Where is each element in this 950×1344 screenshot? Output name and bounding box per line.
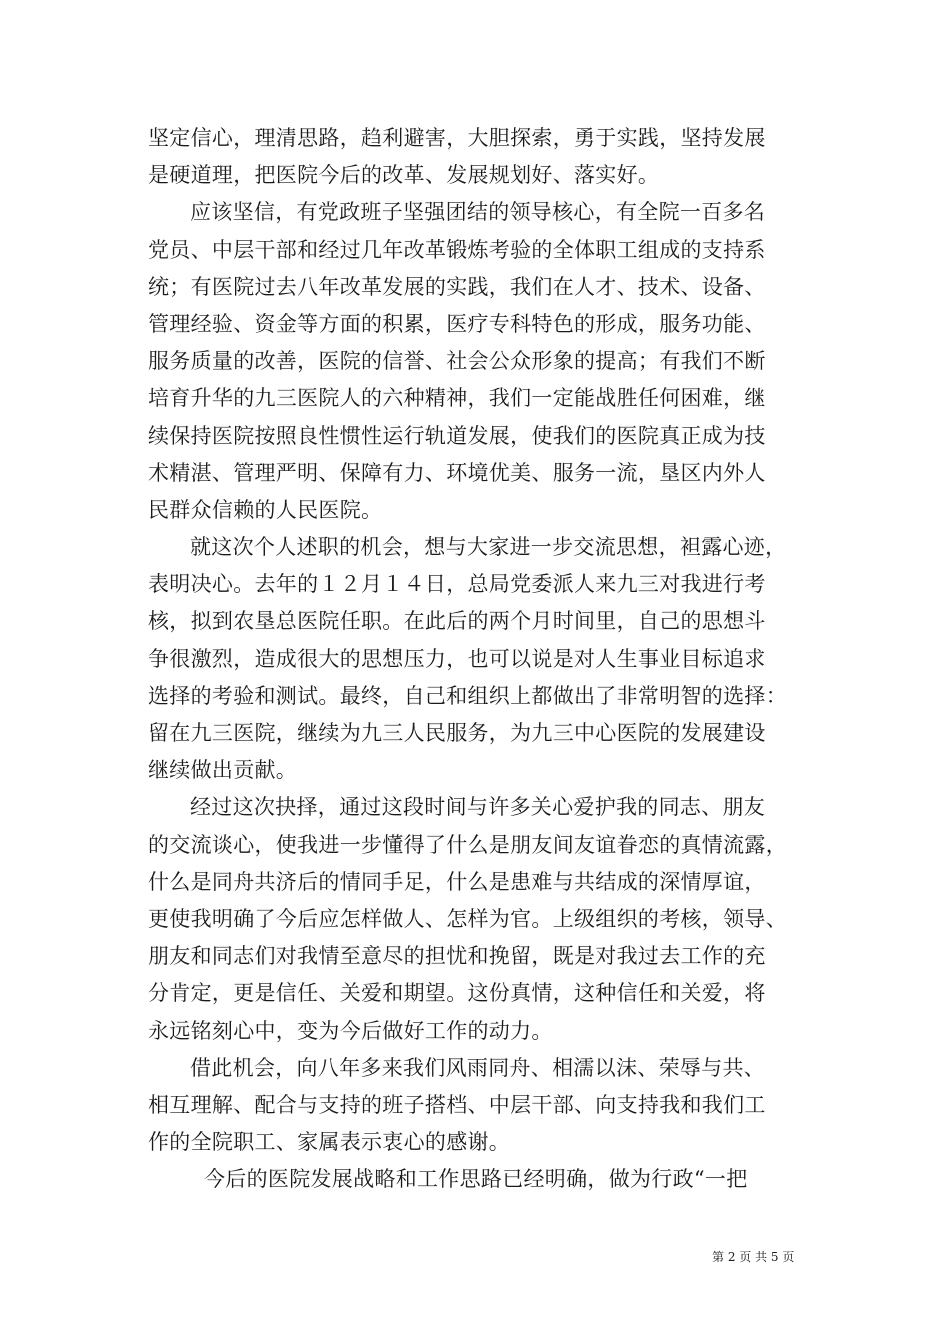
text-line: 什么是同舟共济后的情同手足，什么是患难与共结成的深情厚谊， (148, 869, 766, 894)
text-line: 统；有医院过去八年改革发展的实践，我们在人才、技术、设备、 (148, 274, 766, 299)
document-body (148, 120, 820, 1198)
text-line: 朋友和同志们对我情至意尽的担忧和挽留，既是对我过去工作的充 (148, 944, 766, 969)
text-line: 继续做出贡献。 (148, 758, 298, 783)
text-line: 是硬道理，把医院今后的改革、发展规划好、落实好。 (148, 163, 660, 188)
text-line: 分肯定，更是信任、关爱和期望。这份真情，这种信任和关爱，将 (148, 981, 766, 1006)
paragraph-start-line: 就这次个人述职的机会，想与大家进一步交流思想，袒露心迹， (190, 535, 787, 560)
text-line: 的交流谈心，使我进一步懂得了什么是朋友间友谊眷恋的真情流露， (148, 832, 787, 857)
text-line: 更使我明确了今后应怎样做人、怎样为官。上级组织的考核，领导、 (148, 906, 787, 931)
text-line: 留在九三医院，继续为九三人民服务，为九三中心医院的发展建设 (148, 721, 766, 745)
text-line: 培育升华的九三医院人的六种精神，我们一定能战胜任何困难，继 (148, 386, 766, 411)
text-line: 相互理解、配合与支持的班子搭档、中层干部、向支持我和我们工 (148, 1092, 766, 1117)
text-line: 表明决心。去年的１２月１４日，总局党委派人来九三对我进行考 (148, 572, 766, 597)
text-line: 作的全院职工、家属表示衷心的感谢。 (148, 1130, 511, 1155)
text-line: 核，拟到农垦总医院任职。在此后的两个月时间里，自己的思想斗 (148, 609, 766, 634)
text-line: 永远铭刻心中，变为今后做好工作的动力。 (148, 1018, 553, 1043)
paragraph-start-line: 借此机会，向八年多来我们风雨同舟、相濡以沫、荣辱与共、 (190, 1055, 766, 1080)
text-line: 坚定信心，理清思路，趋利避害，大胆探索，勇于实践，坚持发展 (148, 126, 766, 150)
paragraph-start-line: 经过这次抉择，通过这段时间与许多关心爱护我的同志、朋友 (190, 795, 766, 820)
text-line: 争很激烈，造成很大的思想压力，也可以说是对人生事业目标追求 (148, 646, 766, 671)
text-line: 管理经验、资金等方面的积累，医疗专科特色的形成，服务功能、 (148, 311, 766, 336)
text-line: 民群众信赖的人民医院。 (148, 497, 383, 522)
paragraph-start-line: 应该坚信，有党政班子坚强团结的领导核心，有全院一百多名 (190, 200, 766, 225)
text-line: 术精湛、管理严明、保障有力、环境优美、服务一流，垦区内外人 (148, 460, 766, 485)
text-line: 续保持医院按照良性惯性运行轨道发展，使我们的医院真正成为技 (148, 423, 766, 448)
text-line: 党员、中层干部和经过几年改革锻炼考验的全体职工组成的支持系 (148, 237, 766, 262)
text-line: 选择的考验和测试。最终，自己和组织上都做出了非常明智的选择： (148, 683, 787, 708)
page-number-footer: 第 2 页 共 5 页 (712, 1250, 795, 1264)
text-line: 服务质量的改善，医院的信誉、社会公众形象的提高；有我们不断 (148, 349, 766, 374)
paragraph-start-line: 今后的医院发展战略和工作思路已经明确，做为行政“一把 (204, 1167, 748, 1192)
